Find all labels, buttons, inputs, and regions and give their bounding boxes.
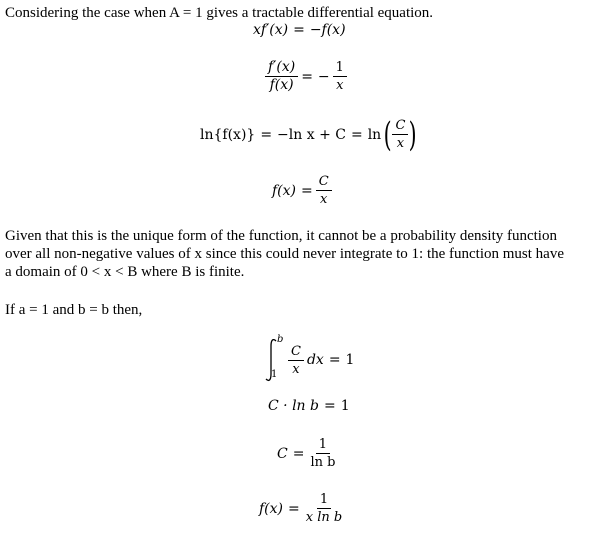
eq7-equals: = <box>292 445 305 462</box>
equation-6 <box>268 398 350 414</box>
eq8-lhs: f(x) <box>259 500 284 517</box>
equation-3 <box>200 114 420 155</box>
eq8-equals: = <box>288 500 300 517</box>
eq5-numerator: C <box>288 343 304 361</box>
eq2-minus: − <box>317 68 330 85</box>
eq4-denominator: x <box>320 192 328 207</box>
eq3-ln: ln <box>367 126 382 143</box>
integral-sign <box>262 334 286 382</box>
eq3-equals-1: = <box>260 126 273 143</box>
eq4-equals: = <box>301 182 313 199</box>
eq4-numerator: C <box>316 173 332 191</box>
equation-4 <box>272 173 335 208</box>
eq8-numerator: 1 <box>317 491 331 509</box>
upper-limit: b <box>277 334 284 345</box>
eq3-paren-denominator: x <box>396 136 405 151</box>
condition-text: If a = 1 and b = b then, <box>5 302 143 318</box>
left-paren-glyph: ( <box>383 114 392 155</box>
eq2-equals: = <box>301 68 313 85</box>
eq1-lhs: xf′(x) <box>253 22 289 38</box>
equation-7 <box>277 436 341 471</box>
eq8-denominator: x ln b <box>305 510 343 525</box>
eq3-paren-numerator: C <box>392 117 408 135</box>
eq1-equals: = <box>293 22 305 38</box>
equation-8 <box>259 491 348 526</box>
eq6-rhs: 1 <box>340 398 350 414</box>
eq5-fraction <box>288 343 304 378</box>
lower-limit: 1 <box>271 369 278 380</box>
eq2-rhs-fraction <box>333 59 347 94</box>
eq7-denominator: ln b <box>310 455 336 470</box>
equation-1 <box>253 22 346 38</box>
right-paren-glyph: ) <box>409 114 418 155</box>
eq2-numerator: f′(x) <box>265 59 298 77</box>
eq5-equals: = <box>328 352 341 368</box>
equation-5 <box>262 334 355 382</box>
eq2-denominator: f(x) <box>269 77 294 93</box>
paragraph-line-3: a domain of 0 < x < B where B is finite. <box>5 264 245 280</box>
paragraph-line-1: Given that this is the unique form of the function, it cannot be a probability density function <box>5 228 557 244</box>
eq6-equals: = <box>323 398 336 414</box>
eq3-middle: −ln x + C <box>277 126 346 143</box>
eq6-lhs: C · ln b <box>268 398 319 414</box>
eq1-rhs: −f(x) <box>309 22 346 38</box>
eq2-lhs-fraction <box>265 59 298 94</box>
eq4-lhs: f(x) <box>272 182 297 199</box>
eq2-rhs-denominator: x <box>336 78 344 93</box>
eq7-lhs: C <box>277 445 288 462</box>
intro-text: Considering the case when A = 1 gives a tractable differential equation. <box>5 5 434 21</box>
eq2-rhs-numerator: 1 <box>333 59 347 77</box>
eq5-differential: dx <box>306 352 324 368</box>
eq7-numerator: 1 <box>316 436 330 454</box>
eq3-lhs: ln{f(x)} <box>200 126 256 143</box>
paragraph-line-2: over all non-negative values of x since this could never integrate to 1: the function must have <box>5 246 564 262</box>
eq3-equals-2: = <box>350 126 363 143</box>
equation-2 <box>262 59 350 94</box>
eq7-fraction <box>307 436 338 471</box>
eq5-rhs: 1 <box>345 352 355 368</box>
eq8-fraction <box>303 491 345 526</box>
eq4-fraction <box>316 173 332 208</box>
eq5-denominator: x <box>292 361 300 377</box>
eq3-paren-fraction <box>392 117 408 152</box>
